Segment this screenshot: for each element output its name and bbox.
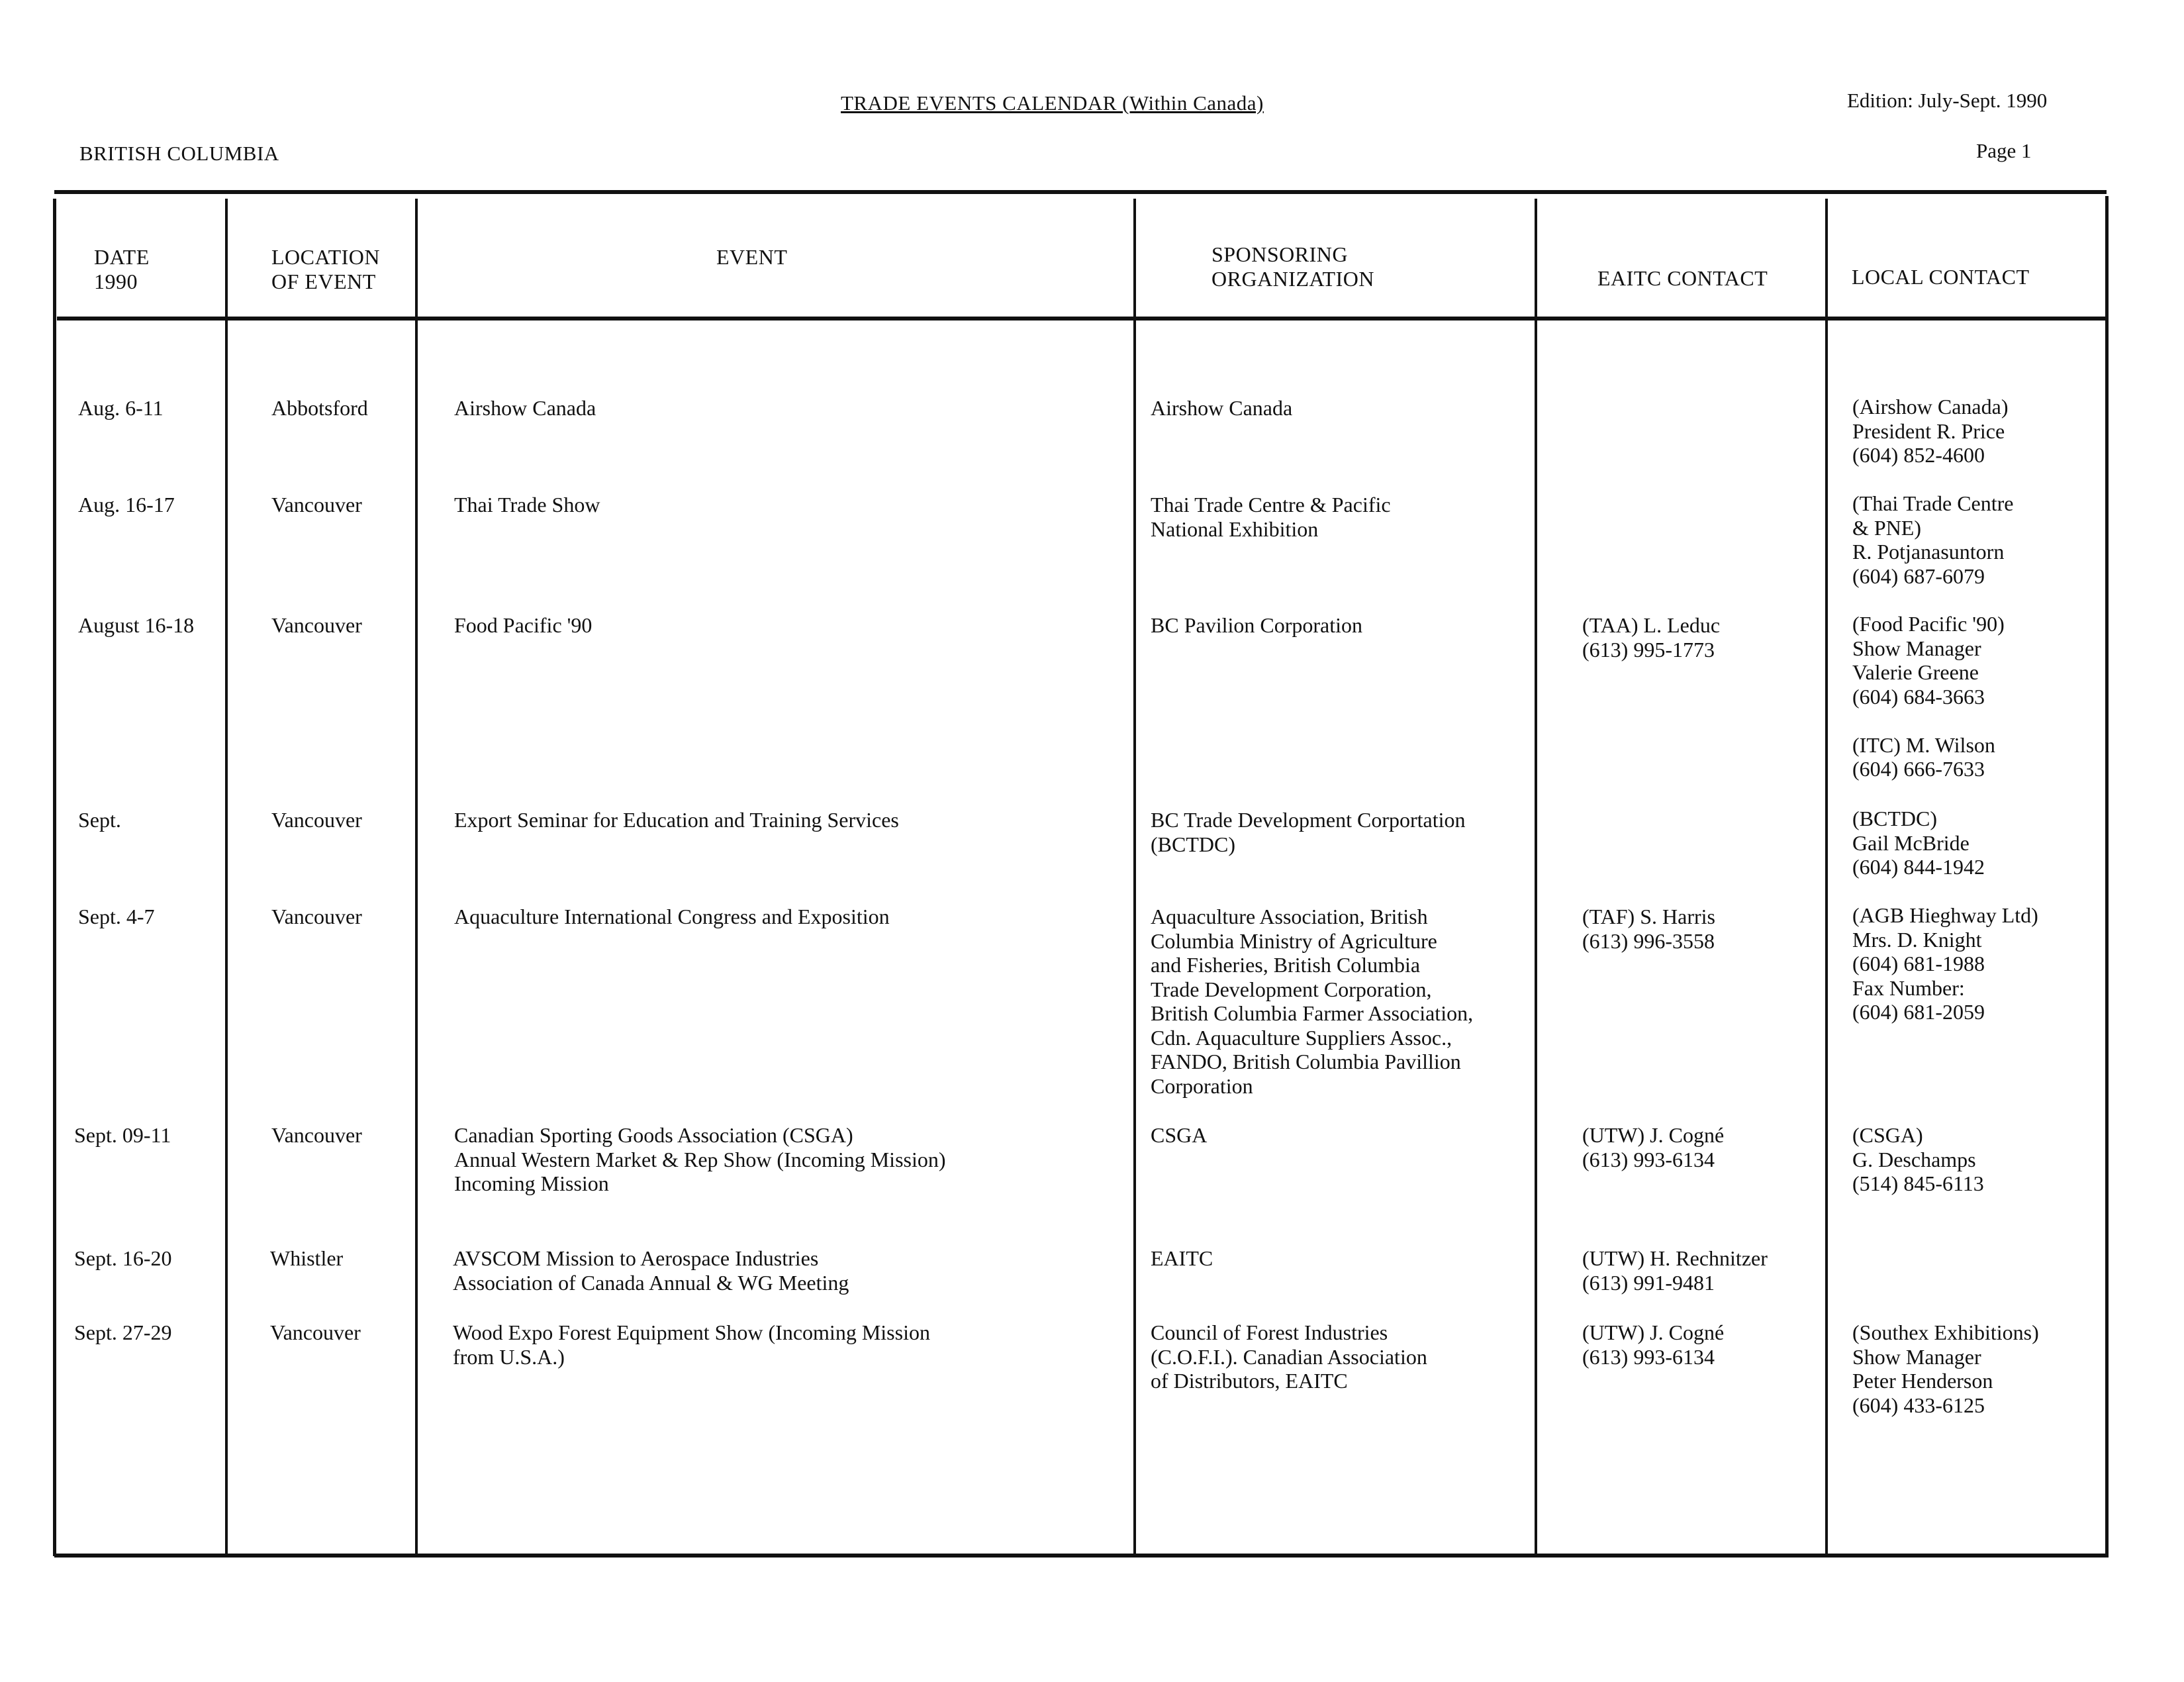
row-local-contact: (AGB Hieghway Ltd) Mrs. D. Knight (604) 681-1988 Fax Number: (604) 681-2059 <box>1852 903 2038 1024</box>
row-date: August 16-18 <box>78 613 195 637</box>
row-sponsor: Council of Forest Industries (C.O.F.I.). Canadian Association of Distributors, EAITC <box>1151 1320 1427 1393</box>
column-header-eaitc: EAITC CONTACT <box>1597 266 1768 290</box>
row-event: AVSCOM Mission to Aerospace Industries Association of Canada Annual & WG Meeting <box>453 1246 849 1295</box>
column-divider <box>1535 199 1537 1555</box>
row-event: Airshow Canada <box>454 396 596 420</box>
row-location: Vancouver <box>271 808 362 832</box>
row-eaitc-contact: (TAA) L. Leduc (613) 995-1773 <box>1582 613 1721 662</box>
row-eaitc-contact: (UTW) J. Cogné (613) 993-6134 <box>1582 1320 1725 1369</box>
row-date: Aug. 6-11 <box>78 396 164 420</box>
table-left-border <box>53 199 56 1556</box>
row-event: Export Seminar for Education and Training Services <box>454 808 899 832</box>
table-right-border <box>2105 196 2109 1558</box>
row-local-contact: (CSGA) G. Deschamps (514) 845-6113 <box>1852 1123 1984 1195</box>
column-header-location: LOCATION OF EVENT <box>271 245 380 293</box>
row-eaitc-contact: (UTW) H. Rechnitzer (613) 991-9481 <box>1582 1246 1768 1295</box>
column-divider <box>415 199 418 1555</box>
row-eaitc-contact: (UTW) J. Cogné (613) 993-6134 <box>1582 1123 1725 1171</box>
column-divider <box>225 199 228 1555</box>
row-eaitc-contact: (TAF) S. Harris (613) 996-3558 <box>1582 905 1715 953</box>
row-location: Abbotsford <box>271 396 368 420</box>
column-divider <box>1133 199 1136 1555</box>
row-event: Canadian Sporting Goods Association (CSGA) Annual Western Market & Rep Show (Incoming Mission) Incoming Mission <box>454 1123 946 1195</box>
row-local-contact: (BCTDC) Gail McBride (604) 844-1942 <box>1852 807 1985 879</box>
row-sponsor: Thai Trade Centre & Pacific National Exhibition <box>1151 493 1391 541</box>
row-local-contact: (Southex Exhibitions) Show Manager Peter Henderson (604) 433-6125 <box>1852 1320 2039 1417</box>
column-header-local: LOCAL CONTACT <box>1852 265 2030 289</box>
row-date: Aug. 16-17 <box>78 493 175 517</box>
row-sponsor: Aquaculture Association, British Columbia Ministry of Agriculture and Fisheries, British Columbia Trade Development Corporation, British Columbia Farmer Association, Cdn. Aquaculture Suppliers Assoc., FANDO, British Columbia Pavillion Corporation <box>1151 905 1474 1098</box>
column-header-event: EVENT <box>716 245 788 269</box>
region-heading: BRITISH COLUMBIA <box>79 142 279 165</box>
row-sponsor: CSGA <box>1151 1123 1208 1147</box>
column-header-date: DATE 1990 <box>94 245 150 293</box>
row-date: Sept. 4-7 <box>78 905 155 928</box>
row-date: Sept. 27-29 <box>74 1320 172 1344</box>
row-sponsor: BC Trade Development Corportation (BCTDC) <box>1151 808 1466 856</box>
column-divider <box>1825 199 1828 1555</box>
row-location: Whistler <box>270 1246 344 1270</box>
row-event: Thai Trade Show <box>454 493 600 517</box>
row-date: Sept. 16-20 <box>74 1246 172 1270</box>
row-location: Vancouver <box>271 905 362 928</box>
row-sponsor: Airshow Canada <box>1151 396 1293 420</box>
page-number: Page 1 <box>1976 139 2032 162</box>
row-sponsor: EAITC <box>1151 1246 1213 1270</box>
row-date: Sept. <box>78 808 121 832</box>
row-location: Vancouver <box>271 1123 362 1147</box>
row-sponsor: BC Pavilion Corporation <box>1151 613 1362 637</box>
header-bottom-rule <box>57 317 2107 321</box>
row-event: Food Pacific '90 <box>454 613 593 637</box>
row-local-contact: (Thai Trade Centre & PNE) R. Potjanasuntorn (604) 687-6079 <box>1852 491 2014 588</box>
row-local-contact: (Food Pacific '90) Show Manager Valerie Greene (604) 684-3663 (ITC) M. Wilson (604) 666-7633 <box>1852 612 2005 781</box>
document-title: TRADE EVENTS CALENDAR (Within Canada) <box>841 91 1264 115</box>
row-local-contact: (Airshow Canada) President R. Price (604) 852-4600 <box>1852 395 2009 467</box>
table-bottom-rule <box>54 1554 2107 1558</box>
column-header-sponsor: SPONSORING ORGANIZATION <box>1211 242 1374 291</box>
row-event: Wood Expo Forest Equipment Show (Incoming Mission from U.S.A.) <box>453 1320 930 1369</box>
row-location: Vancouver <box>270 1320 361 1344</box>
row-date: Sept. 09-11 <box>74 1123 171 1147</box>
row-event: Aquaculture International Congress and Exposition <box>454 905 890 928</box>
row-location: Vancouver <box>271 493 362 517</box>
row-location: Vancouver <box>271 613 362 637</box>
edition-label: Edition: July-Sept. 1990 <box>1847 89 2048 112</box>
table-top-rule <box>54 190 2107 194</box>
